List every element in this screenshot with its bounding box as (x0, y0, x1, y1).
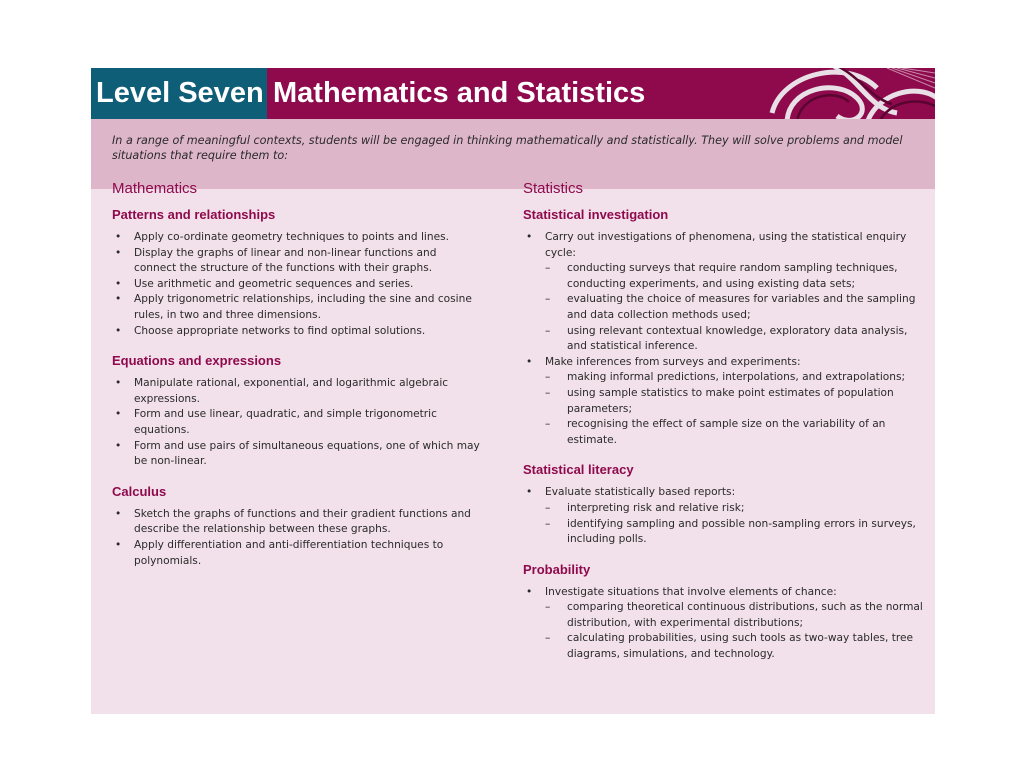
sub-list-item: – using relevant contextual knowledge, exploratory data analysis, and statistical inference. (545, 324, 923, 355)
list-item: • Apply differentiation and anti-differentiation techniques to polynomials. (112, 538, 482, 569)
mathematics-column (112, 180, 482, 583)
section-title: Statistical literacy (523, 462, 634, 478)
intro-text: In a range of meaningful contexts, students will be engaged in thinking mathematically and statistically. They will solve problems and model situations that require them to: (112, 134, 903, 162)
sub-list-item: – using sample statistics to make point estimates of population parameters; (545, 386, 923, 417)
list-item: • Use arithmetic and geometric sequences and series. (112, 277, 482, 293)
sub-list-item: – recognising the effect of sample size on the variability of an estimate. (545, 417, 923, 448)
sub-list-item: – making informal predictions, interpolations, and extrapolations; (545, 370, 923, 386)
sub-list (545, 501, 923, 548)
list-item-text: Make inferences from surveys and experiments: (545, 355, 801, 368)
list-item: • Form and use pairs of simultaneous equations, one of which may be non-linear. (112, 439, 482, 470)
koru-pattern-graphic (767, 68, 935, 119)
section-title: Statistical investigation (523, 207, 669, 222)
list-item: • Manipulate rational, exponential, and logarithmic algebraic expressions. (112, 376, 482, 407)
sub-list (545, 370, 923, 448)
sub-list (545, 261, 923, 355)
bullet-list (523, 485, 923, 547)
list-item: • Form and use linear, quadratic, and simple trigonometric equations. (112, 407, 482, 438)
sub-list-item: – calculating probabilities, using such tools as two-way tables, tree diagrams, simulations, and technology. (545, 631, 923, 662)
list-item: • Choose appropriate networks to find optimal solutions. (112, 324, 482, 340)
bullet-list (523, 585, 923, 663)
section-title: Probability (523, 561, 591, 577)
sub-list-item: – identifying sampling and possible non-sampling errors in surveys, including polls. (545, 517, 923, 548)
bullet-list (112, 376, 482, 470)
subject-heading: Mathematics and Statistics (267, 68, 767, 119)
statistics-column (523, 180, 923, 677)
list-item (523, 585, 923, 663)
bullet-list (112, 507, 482, 569)
level-heading: Level Seven (91, 68, 267, 119)
list-item-text: Evaluate statistically based reports: (545, 486, 736, 499)
sub-list-item: – conducting surveys that require random sampling techniques, conducting experiments, and using existing data sets; (545, 261, 923, 292)
list-item: • Apply trigonometric relationships, including the sine and cosine rules, in two and three dimensions. (112, 292, 482, 323)
list-item-text: Carry out investigations of phenomena, using the statistical enquiry cycle: (545, 231, 907, 259)
statistics-title: Statistics (523, 180, 584, 197)
bullet-list (112, 230, 482, 339)
section-title: Patterns and relationships (112, 207, 276, 222)
mathematics-title: Mathematics (112, 180, 198, 197)
sub-list-item: – interpreting risk and relative risk; (545, 501, 923, 517)
section-title: Calculus (112, 483, 167, 499)
curriculum-page (91, 68, 935, 714)
sub-list-item: – comparing theoretical continuous distributions, such as the normal distribution, with experimental distributions; (545, 600, 923, 631)
list-item: • Sketch the graphs of functions and their gradient functions and describe the relationship between these graphs. (112, 507, 482, 538)
list-item (523, 485, 923, 547)
bullet-list (523, 230, 923, 448)
sub-list-item: – evaluating the choice of measures for variables and the sampling and data collection methods used; (545, 292, 923, 323)
list-item: • Apply co-ordinate geometry techniques to points and lines. (112, 230, 482, 246)
list-item: • Display the graphs of linear and non-linear functions and connect the structure of the functions with their graphs. (112, 246, 482, 277)
sub-list (545, 600, 923, 662)
section-title: Equations and expressions (112, 353, 282, 369)
list-item (523, 355, 923, 449)
list-item (523, 230, 923, 355)
list-item-text: Investigate situations that involve elements of chance: (545, 585, 837, 598)
